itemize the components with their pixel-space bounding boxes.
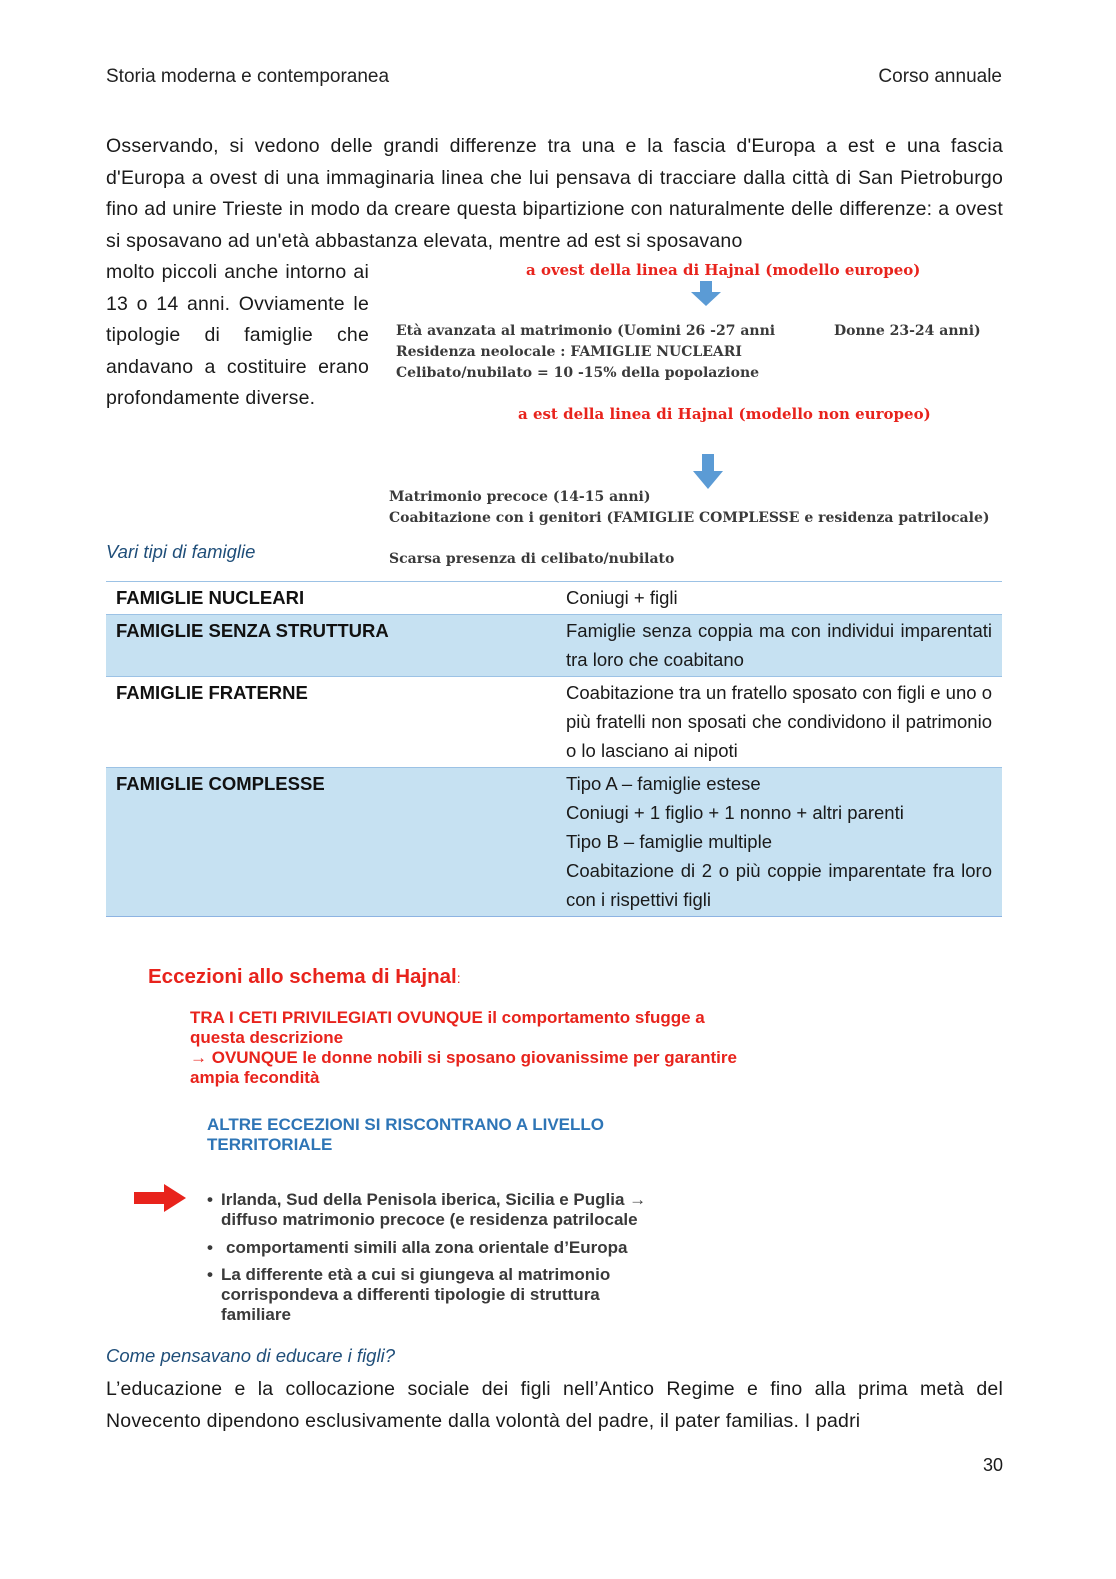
exceptions-bullet-1-cont: diffuso matrimonio precoce (e residenza patrilocale [221,1210,638,1229]
exceptions-bullet-3-cont: corrispondeva a differenti tipologie di struttura [221,1285,600,1304]
arrow-down-icon [692,454,724,490]
exceptions-red-line-2: questa descrizione [190,1028,344,1047]
intro-paragraph-continued: molto piccoli anche intorno ai 13 o 14 anni. Ovviamente le tipologie di famiglie che andavano a costituire erano profondamente diverse. [106,261,369,409]
bullet-icon: • [207,1265,213,1284]
family-description [556,677,1002,768]
families-section-title: Vari tipi di famiglie [106,541,256,562]
page-number: 30 [982,1455,1003,1475]
exceptions-bullet-3-cont: familiare [221,1305,291,1324]
hajnal-east-line-1: Matrimonio precoce (14-15 anni) [389,489,651,505]
table-row [106,768,1002,917]
description-line: Famiglie senza coppia ma con individui imparentati tra loro che coabitano [566,620,992,670]
table-row [106,615,1002,677]
families-table [106,581,1002,917]
hajnal-east-line-3: Scarsa presenza di celibato/nubilato [389,551,675,567]
family-type: FAMIGLIE SENZA STRUTTURA [106,615,556,677]
hajnal-west-line-1: Età avanzata al matrimonio (Uomini 26 -27 anni [396,323,776,339]
bullet-text: comportamenti simili alla zona orientale d’Europa [226,1238,628,1257]
hajnal-east-line-2: Coabitazione con i genitori (FAMIGLIE COMPLESSE e residenza patrilocale) [389,510,990,526]
intro-paragraph: Osservando, si vedono delle grandi differenze tra una e la fascia d'Europa a est e una fascia d'Europa a ovest di una immaginaria linea che lui pensava di tracciare dalla città di San Pietroburgo fino ad unire Trieste in modo da creare questa bipartizione con naturalmente delle differenze: a ovest si sposavano ad un'età abbastanza elevata, mentre ad est si sposavano [106,135,1003,252]
exceptions-red-line-4: ampia fecondità [190,1068,320,1087]
family-type: FAMIGLIE FRATERNE [106,677,556,768]
family-description [556,582,1002,615]
family-description [556,615,1002,677]
education-paragraph: L’educazione e la collocazione sociale dei figli nell’Antico Regime e fino alla prima metà del Novecento dipendono esclusivamente dalla volontà del padre, il pater familias. I padri [106,1378,1003,1432]
hajnal-west-line-3: Celibato/nubilato = 10 -15% della popolazione [396,365,760,381]
exceptions-bullet-1 [207,1190,647,1210]
description-line: Coniugi + figli [566,587,678,608]
exceptions-title-text: Eccezioni allo schema di Hajnal [148,965,457,988]
bullet-text: La differente età a cui si giungeva al matrimonio [221,1265,611,1284]
description-line: Tipo A – famiglie estese [566,773,761,794]
bullet-icon: • [207,1238,213,1257]
exceptions-red-line-1: TRA I CETI PRIVILEGIATI OVUNQUE il comportamento sfugge a [190,1008,705,1027]
family-type: FAMIGLIE NUCLEARI [106,582,556,615]
exceptions-blue-line-1: ALTRE ECCEZIONI SI RISCONTRANO A LIVELLO [207,1115,604,1134]
hajnal-east-title: a est della linea di Hajnal (modello non europeo) [518,405,931,423]
description-line: Coniugi + 1 figlio + 1 nonno + altri parenti [566,802,904,823]
bullet-icon: • [207,1190,213,1209]
table-row [106,582,1002,615]
header-course-title: Storia moderna e contemporanea [106,66,390,87]
family-description [556,768,1002,917]
description-line: Coabitazione di 2 o più coppie imparentate fra loro con i rispettivi figli [566,860,992,910]
description-line: Tipo B – famiglie multiple [566,831,772,852]
hajnal-west-line-1-women: Donne 23-24 anni) [834,323,981,339]
description-line: Coabitazione tra un fratello sposato con figli e uno o più fratelli non sposati che condividono il patrimonio o lo lasciano ai nipoti [566,682,992,761]
arrow-right-icon [134,1184,186,1212]
education-section-title: Come pensavano di educare i figli? [106,1345,395,1366]
bullet-text: Irlanda, Sud della Penisola iberica, Sicilia e Puglia → [221,1190,647,1209]
hajnal-west-title: a ovest della linea di Hajnal (modello europeo) [526,261,921,279]
exceptions-blue-line-2: TERRITORIALE [207,1135,333,1154]
hajnal-west-line-2: Residenza neolocale : FAMIGLIE NUCLEARI [396,344,742,360]
exceptions-bullet-3 [207,1265,611,1285]
exceptions-title [148,965,461,989]
family-type: FAMIGLIE COMPLESSE [106,768,556,917]
exceptions-title-colon: : [456,970,461,986]
header-course-type: Corso annuale [878,66,1002,87]
exceptions-bullet-2 [207,1238,628,1258]
arrow-down-icon [690,281,722,307]
exceptions-red-line-3: → OVUNQUE le donne nobili si sposano giovanissime per garantire [190,1048,737,1067]
table-row [106,677,1002,768]
